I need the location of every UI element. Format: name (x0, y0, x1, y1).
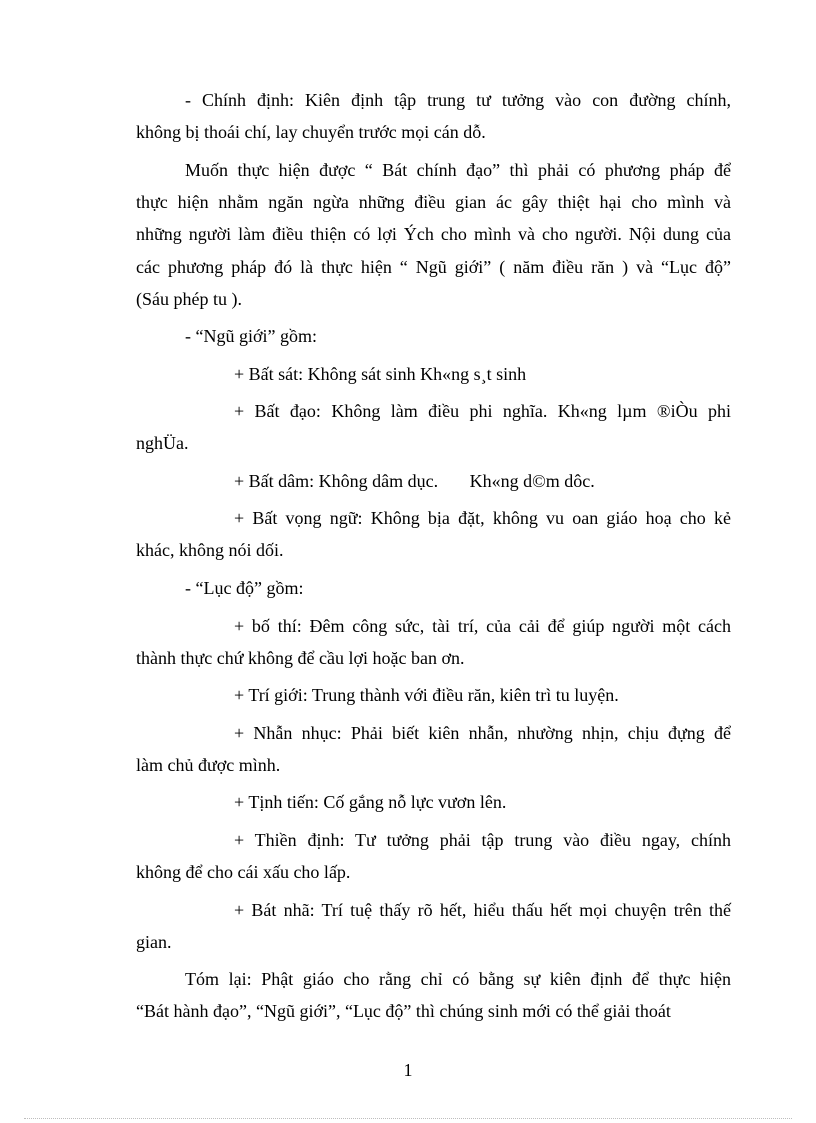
text-line: thực hiện nhằm ngăn ngừa những điều gian ác gây thiệt hại cho mình và (136, 192, 731, 212)
text-line: + Nhẫn nhục: Phải biết kiên nhẫn, nhường nhịn, chịu đựng để (234, 723, 731, 743)
text-line: làm chủ được mình. (136, 755, 281, 775)
text-line: khác, không nói dối. (136, 540, 284, 560)
page-edge-divider (24, 1118, 792, 1119)
text-line: các phương pháp đó là thực hiện “ Ngũ giới” ( năm điều răn ) và “Lục độ” (136, 257, 731, 277)
text-line: những người làm điều thiện có lợi Ých cho mình và cho người. Nội dung của (136, 224, 731, 244)
text-line: + Thiền định: Tư tưởng phải tập trung vào điều ngay, chính (234, 830, 731, 850)
text-line: + Trí giới: Trung thành với điều răn, kiên trì tu luyện. (234, 685, 619, 705)
text-line: + Bất vọng ngữ: Không bịa đặt, không vu oan giáo hoạ cho kẻ (234, 508, 731, 528)
text-line: - “Ngũ giới” gồm: (185, 326, 317, 346)
text-line: nghÜa. (136, 433, 189, 453)
text-line: - “Lục độ” gồm: (185, 578, 304, 598)
text-line: + bố thí: Đêm công sức, tài trí, của cải để giúp người một cách (234, 616, 731, 636)
text-line: - Chính định: Kiên định tập trung tư tưởng vào con đường chính, (185, 90, 731, 110)
text-line: không để cho cái xấu cho lấp. (136, 862, 351, 882)
text-line: + Bát nhã: Trí tuệ thấy rõ hết, hiểu thấu hết mọi chuyện trên thế (234, 900, 731, 920)
text-line: + Tịnh tiến: Cố gắng nỗ lực vươn lên. (234, 792, 507, 812)
text-line: + Bất đạo: Không làm điều phi nghĩa. Kh«ng lµm ®iÒu phi (234, 401, 731, 421)
text-line: + Bất sát: Không sát sinh Kh«ng s¸t sinh (234, 364, 527, 384)
text-line: Tóm lại: Phật giáo cho rằng chỉ có bằng sự kiên định để thực hiện (185, 969, 731, 989)
text-line: gian. (136, 932, 172, 952)
text-line: Muốn thực hiện được “ Bát chính đạo” thì phải có phương pháp để (185, 160, 731, 180)
text-line: (Sáu phép tu ). (136, 289, 242, 309)
text-line: không bị thoái chí, lay chuyển trước mọi cán dỗ. (136, 122, 486, 142)
text-line: + Bất dâm: Không dâm dục. Kh«ng d©m dôc. (234, 471, 595, 491)
page-number: 1 (403, 1060, 413, 1080)
text-line: thành thực chứ không để cầu lợi hoặc ban ơn. (136, 648, 465, 668)
text-line: “Bát hành đạo”, “Ngũ giới”, “Lục độ” thì chúng sinh mới có thể giải thoát (136, 1001, 671, 1021)
